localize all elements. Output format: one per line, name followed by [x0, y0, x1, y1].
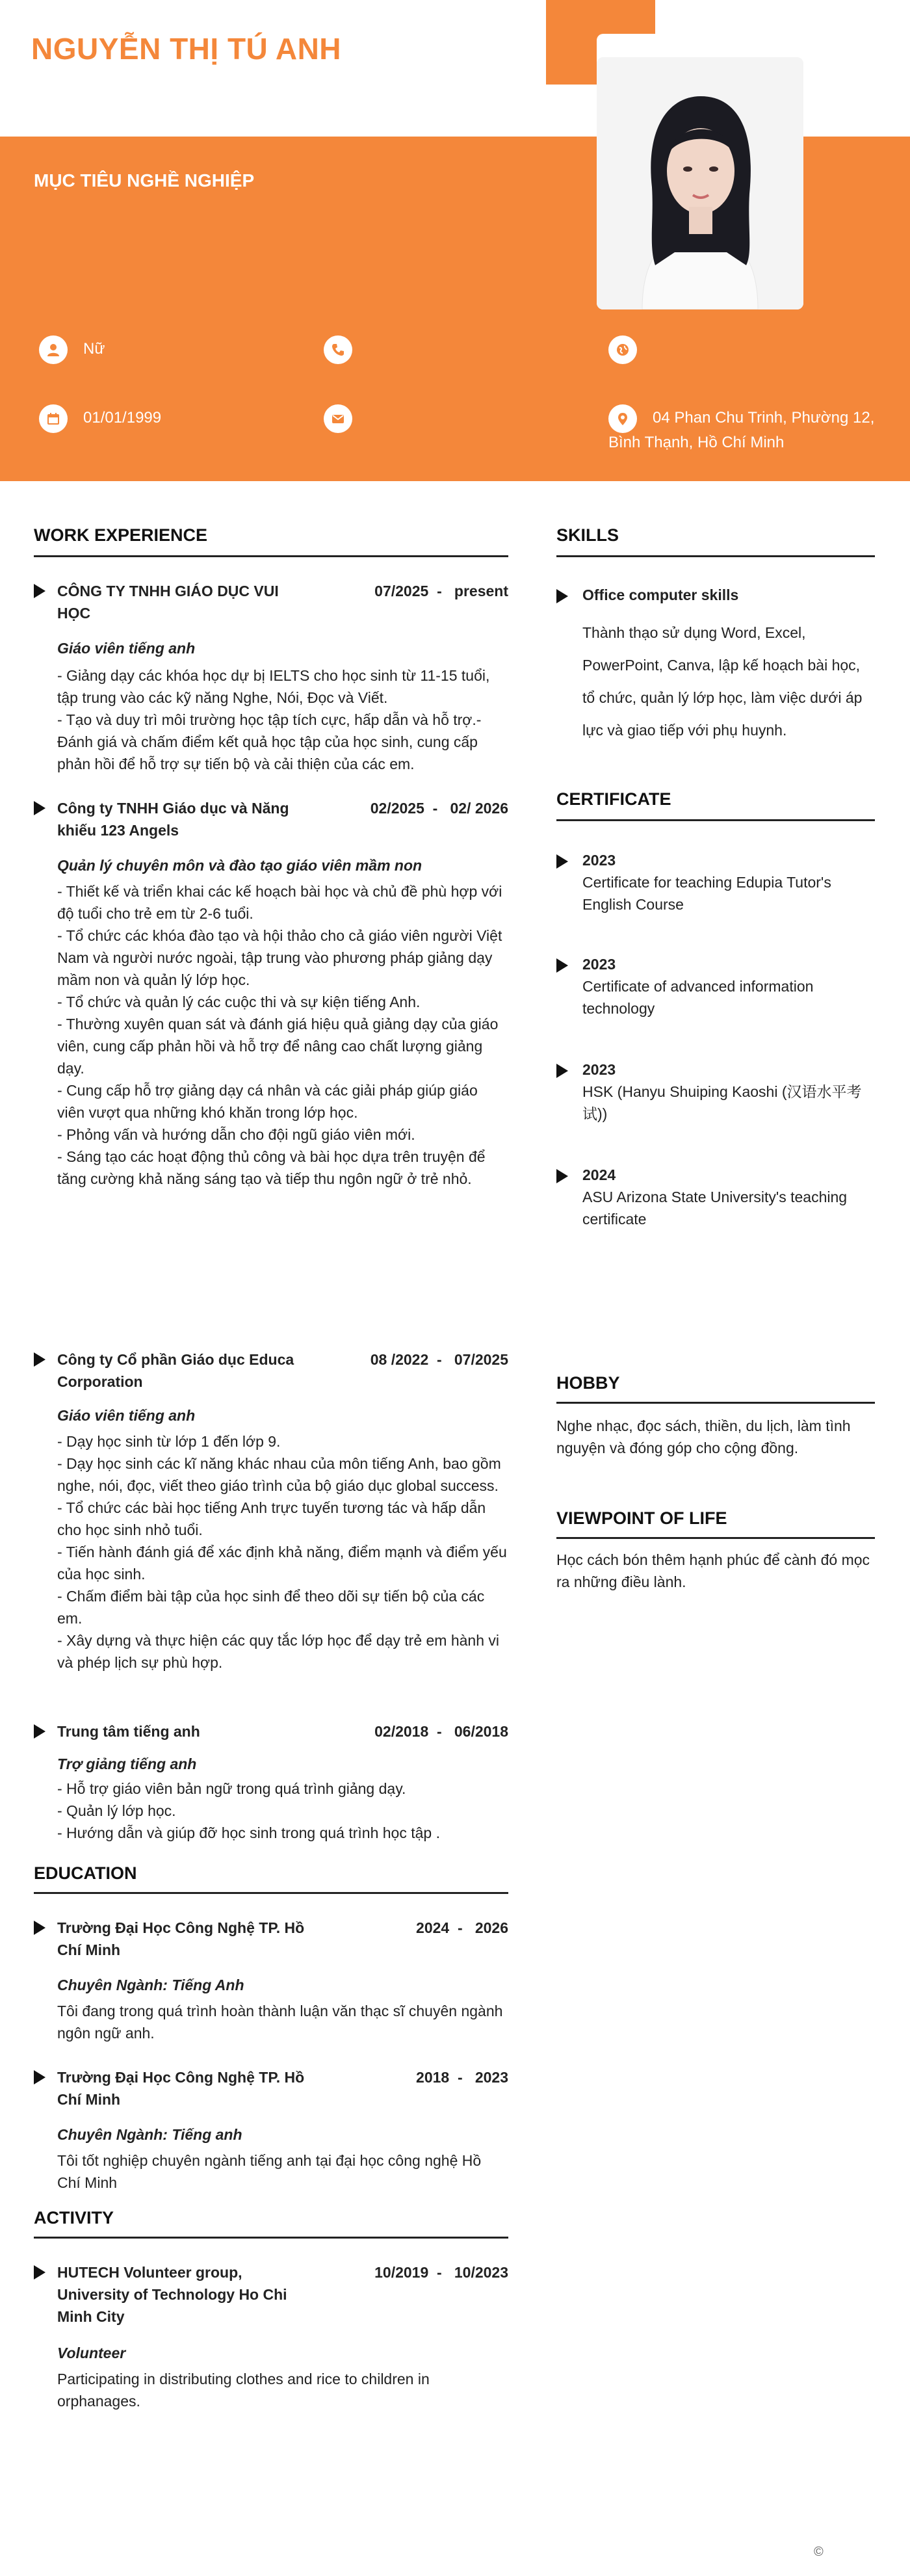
certificate-year: 2023	[582, 1061, 616, 1078]
phone-icon	[324, 335, 352, 364]
activity-org: HUTECH Volunteer group, University of Technology Ho Chi Minh City	[57, 2264, 287, 2325]
work-desc: - Giảng dạy các khóa học dự bị IELTS cho học sinh từ 11-15 tuổi, tập trung vào các kỹ năng Nghe, Nói, Đọc và Viết. - Tạo và duy trì môi trường học tập tích cực, hấp dẫn và hỗ trợ.- Đánh giá và chấm điểm kết quả học tập của học sinh, cung cấp phản hồi để hỗ trợ sự tiến bộ và cải thiện của các em.	[57, 667, 490, 772]
work-dates: 07/2025 - present	[374, 583, 508, 599]
skills-rule	[556, 555, 875, 557]
certificate-item	[556, 1060, 875, 1131]
education-dates: 2024 - 2026	[416, 1919, 508, 1936]
bullet-triangle-icon	[34, 1724, 46, 1739]
profile-photo	[597, 57, 803, 309]
certificate-item	[556, 850, 875, 922]
education-school: Trường Đại Học Công Nghệ TP. Hồ Chí Minh	[57, 2069, 305, 2108]
certificate-name: HSK (Hanyu Shuiping Kaoshi (汉语水平考试))	[582, 1083, 862, 1122]
education-title: EDUCATION	[34, 1863, 137, 1883]
bullet-triangle-icon	[34, 1921, 46, 1935]
objective-title: MỤC TIÊU NGHỀ NGHIỆP	[34, 170, 255, 191]
education-desc: Tôi đang trong quá trình hoàn thành luận văn thạc sĩ chuyên ngành ngôn ngữ anh.	[57, 2003, 503, 2042]
work-rule	[34, 555, 508, 557]
work-role: Giáo viên tiếng anh	[57, 640, 196, 657]
work-item	[34, 797, 508, 1226]
work-role: Giáo viên tiếng anh	[57, 1407, 196, 1424]
education-major: Chuyên Ngành: Tiếng Anh	[57, 1977, 244, 1993]
work-item	[34, 1720, 508, 1850]
bullet-triangle-icon	[34, 1352, 46, 1367]
activity-desc: Participating in distributing clothes and rice to children in orphanages.	[57, 2371, 430, 2410]
bullet-triangle-icon	[34, 801, 46, 815]
work-desc: - Hỗ trợ giáo viên bản ngữ trong quá trình giảng dạy. - Quản lý lớp học. - Hướng dẫn và giúp đỡ học sinh trong quá trình học tập .	[57, 1780, 440, 1841]
education-item	[34, 1917, 508, 2060]
education-rule	[34, 1892, 508, 1894]
certificate-title: CERTIFICATE	[556, 789, 671, 809]
activity-dates: 10/2019 - 10/2023	[374, 2264, 508, 2281]
certificate-item	[556, 954, 875, 1026]
work-title: WORK EXPERIENCE	[34, 525, 208, 545]
skills-title: SKILLS	[556, 525, 619, 545]
certificate-name: ASU Arizona State University's teaching certificate	[582, 1189, 848, 1228]
bullet-triangle-icon	[34, 2265, 46, 2280]
education-school: Trường Đại Học Công Nghệ TP. Hồ Chí Minh	[57, 1919, 305, 1958]
work-org: Trung tâm tiếng anh	[57, 1723, 200, 1740]
activity-item	[34, 2261, 508, 2430]
work-org: CÔNG TY TNHH GIÁO DỤC VUI HỌC	[57, 583, 279, 622]
viewpoint-text: Học cách bón thêm hạnh phúc để cành đó mọc ra những điều lành.	[556, 1551, 870, 1590]
skill-name: Office computer skills	[582, 586, 739, 603]
education-major: Chuyên Ngành: Tiếng anh	[57, 2126, 242, 2143]
gender-value: Nữ	[83, 340, 105, 358]
work-item	[34, 1348, 508, 1713]
work-org: Công ty TNHH Giáo dục và Năng khiếu 123 Angels	[57, 800, 289, 839]
activity-role: Volunteer	[57, 2345, 126, 2361]
bullet-triangle-icon	[556, 1169, 568, 1183]
certificate-year: 2023	[582, 852, 616, 869]
bullet-triangle-icon	[556, 1064, 568, 1078]
hobby-text: Nghe nhạc, đọc sách, thiền, du lịch, làm tình nguyện và đóng góp cho cộng đồng.	[556, 1417, 851, 1456]
work-desc: - Dạy học sinh từ lớp 1 đến lớp 9. - Dạy học sinh các kĩ năng khác nhau của môn tiếng Anh, bao gồm nghe, nói, đọc, viết theo giáo trình của bộ giáo dục global success. - Tổ chức các bài học tiếng Anh trực tuyến tương tác và hấp dẫn cho học sinh nhỏ tuổi. - Tiến hành đánh giá để xác định khả năng, điểm mạnh và điểm yếu của học sinh. - Chấm điểm bài tập của học sinh để theo dõi sự tiến bộ của các em. - Xây dựng và thực hiện các quy tắc lớp học để dạy trẻ em hành vi và phép lịch sự phù hợp.	[57, 1433, 507, 1671]
work-dates: 02/2025 - 02/ 2026	[370, 800, 508, 817]
email-icon	[324, 404, 352, 433]
viewpoint-rule	[556, 1537, 875, 1539]
calendar-icon	[39, 404, 68, 433]
work-desc: - Thiết kế và triển khai các kế hoạch bài học và chủ đề phù hợp với độ tuổi cho trẻ em từ 2-6 tuổi. - Tổ chức các khóa đào tạo và hội thảo cho cả giáo viên người Việt Nam và người nước ngoài, tập trung vào phương pháp giảng dạy mầm non và quản lý lớp học. - Tổ chức và quản lý các cuộc thi và sự kiện tiếng Anh. - Thường xuyên quan sát và đánh giá hiệu quả giảng dạy của giáo viên, cung cấp phản hồi và hỗ trợ để nâng cao chất lượng giảng dạy. - Cung cấp hỗ trợ giảng dạy cá nhân và các giải pháp giúp giáo viên vượt qua những khó khăn trong lớp học. - Phỏng vấn và hướng dẫn cho đội ngũ giáo viên mới. - Sáng tạo các hoạt động thủ công và bài học dựa trên truyện để tăng cường khả năng sáng tạo và tiếp thu ngôn ngữ ở trẻ nhỏ.	[57, 883, 502, 1187]
address-value: 04 Phan Chu Trinh, Phường 12, Bình Thạnh, Hồ Chí Minh	[608, 409, 875, 451]
education-item	[34, 2066, 508, 2209]
candidate-name: NGUYỄN THỊ TÚ ANH	[31, 32, 342, 66]
hobby-rule	[556, 1402, 875, 1404]
viewpoint-title: VIEWPOINT OF LIFE	[556, 1508, 727, 1528]
education-desc: Tôi tốt nghiệp chuyên ngành tiếng anh tại đại học công nghệ Hồ Chí Minh	[57, 2152, 482, 2191]
skill-item	[556, 585, 875, 748]
footer-mark: ©	[814, 2545, 824, 2559]
certificate-year: 2024	[582, 1166, 616, 1183]
bullet-triangle-icon	[34, 584, 46, 598]
certificate-year: 2023	[582, 956, 616, 973]
bullet-triangle-icon	[556, 854, 568, 869]
user-icon	[39, 335, 68, 364]
skill-desc: Thành thạo sử dụng Word, Excel, PowerPoint, Canva, lập kế hoạch bài học, tổ chức, quản lý lớp học, làm việc dưới áp lực và giao tiếp với phụ huynh.	[582, 624, 863, 739]
certificate-name: Certificate of advanced information technology	[582, 978, 814, 1017]
bullet-triangle-icon	[34, 2070, 46, 2084]
bullet-triangle-icon	[556, 958, 568, 973]
work-dates: 02/2018 - 06/2018	[374, 1723, 508, 1740]
activity-title: ACTIVITY	[34, 2208, 114, 2228]
certificate-name: Certificate for teaching Edupia Tutor's English Course	[582, 874, 831, 913]
hobby-title: HOBBY	[556, 1373, 620, 1393]
work-role: Quản lý chuyên môn và đào tạo giáo viên mầm non	[57, 857, 422, 874]
bullet-triangle-icon	[556, 589, 568, 603]
work-org: Công ty Cổ phần Giáo dục Educa Corporation	[57, 1351, 294, 1390]
education-dates: 2018 - 2023	[416, 2069, 508, 2086]
globe-icon	[608, 335, 637, 364]
certificate-rule	[556, 819, 875, 821]
activity-rule	[34, 2237, 508, 2239]
birthday-value: 01/01/1999	[83, 409, 162, 427]
work-role: Trợ giảng tiếng anh	[57, 1755, 197, 1772]
work-dates: 08 /2022 - 07/2025	[370, 1351, 508, 1368]
work-item	[34, 580, 508, 782]
certificate-item	[556, 1165, 875, 1237]
